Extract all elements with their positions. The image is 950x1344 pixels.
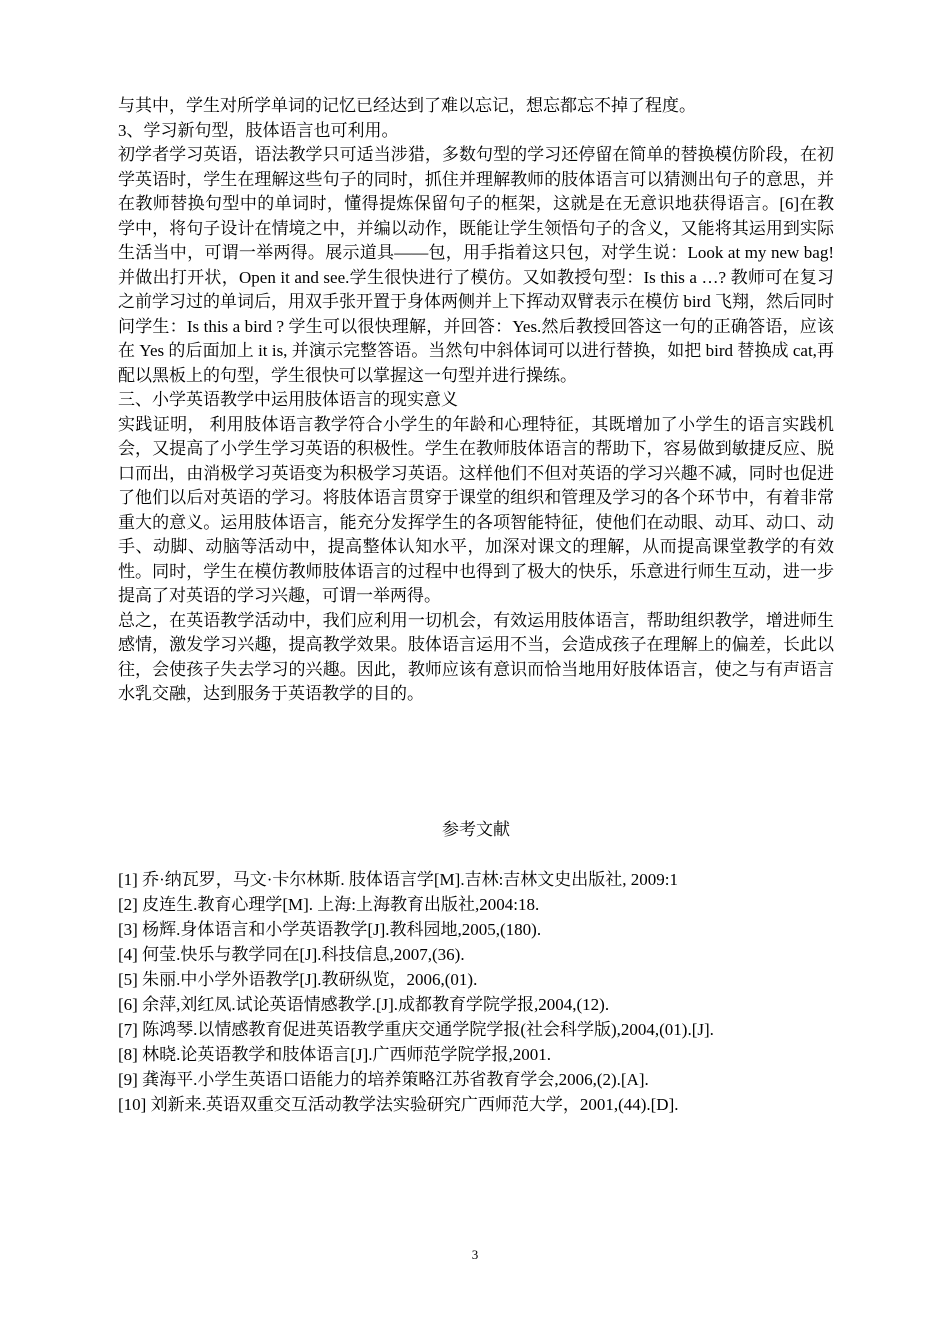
reference-item: [10] 刘新来.英语双重交互活动教学法实验研究广西师范大学，2001,(44).[D].	[118, 1095, 679, 1114]
section-heading-new-sentence-patterns: 3、学习新句型，肢体语言也可利用。	[118, 120, 399, 140]
paragraph-continuation: 与其中，学生对所学单词的记忆已经达到了难以忘记，想忘都忘不掉了程度。	[118, 96, 696, 115]
references-title: 参考文献	[442, 820, 510, 839]
references-list	[118, 867, 834, 1117]
page-number: 3	[471, 1247, 479, 1262]
body-text	[118, 94, 834, 707]
reference-item: [5] 朱丽.中小学外语教学[J].教研纵览，2006,(01).	[118, 970, 478, 989]
reference-item: [9] 龚海平.小学生英语口语能力的培养策略江苏省教育学会,2006,(2).[A].	[118, 1070, 649, 1089]
reference-item: [8] 林晓.论英语教学和肢体语言[J].广西师范学院学报,2001.	[118, 1045, 552, 1064]
reference-item: [4] 何莹.快乐与教学同在[J].科技信息,2007,(36).	[118, 945, 465, 964]
reference-item: [3] 杨辉.身体语言和小学英语教学[J].教科园地,2005,(180).	[118, 920, 542, 939]
paragraph-practice-proves: 实践证明， 利用肢体语言教学符合小学生的年龄和心理特征，其既增加了小学生的语言实践机会，又提高了小学生学习英语的积极性。学生在教师肢体语言的帮助下，容易做到敏捷反应、脱口而出，由消极学习英语变为积极学习英语。这样他们不但对英语的学习兴趣不减，同时也促进了他们以后对英语的学习。将肢体语言贯穿于课堂的组织和管理及学习的各个环节中，有着非常重大的意义。运用肢体语言，能充分发挥学生的各项智能特征，使他们在动眼、动耳、动口、动手、动脚、动脑等活动中，提高整体认知水平，加深对课文的理解，从而提高课堂教学的有效性。同时，学生在模仿教师肢体语言的过程中也得到了极大的快乐，乐意进行师生互动，进一步提高了对英语的学习兴趣，可谓一举两得。	[118, 414, 834, 605]
paragraph-sentence-patterns: 初学者学习英语，语法教学只可适当涉猎，多数句型的学习还停留在简单的替换模仿阶段，在初学英语时，学生在理解这些句子的同时，抓住并理解教师的肢体语言可以猜测出句子的意思，并在教师替换句型中的单词时，懂得提炼保留句子的框架，这就是在无意识地获得语言。[6]在教学中，将句子设计在情境之中，并编以动作，既能让学生领悟句子的含义，又能将其运用到实际生活当中，可谓一举两得。展示道具——包，用手指着这只包，对学生说：Look at my new bag!并做出打开状，Open it and see.学生很快进行了模仿。又如教授句型：Is this a …? 教师可在复习之前学习过的单词后，用双手张开置于身体两侧并上下挥动双臂表示在模仿 bird 飞翔，然后同时问学生：Is this a bird ? 学生可以很快理解，并回答：Yes.然后教授回答这一句的正确答语，应该在 Yes 的后面加上 it is, 并演示完整答语。当然句中斜体词可以进行替换，如把 bird 替换成 cat,再配以黑板上的句型，学生很快可以掌握这一句型并进行操练。	[118, 145, 834, 385]
reference-item: [6] 余萍,刘红凤.试论英语情感教学.[J].成都教育学院学报,2004,(12).	[118, 995, 610, 1014]
reference-item: [2] 皮连生.教育心理学[M]. 上海:上海教育出版社,2004:18.	[118, 895, 540, 914]
reference-item: [7] 陈鸿琴.以情感教育促进英语教学重庆交通学院学报(社会科学版),2004,(01).[J].	[118, 1020, 714, 1039]
paragraph-conclusion: 总之，在英语教学活动中，我们应利用一切机会，有效运用肢体语言，帮助组织教学，增进师生感情，激发学习兴趣，提高教学效果。肢体语言运用不当，会造成孩子在理解上的偏差，长此以往，会使孩子失去学习的兴趣。因此，教师应该有意识而恰当地用好肢体语言，使之与有声语言水乳交融，达到服务于英语教学的目的。	[118, 610, 834, 703]
reference-item: [1] 乔·纳瓦罗，马文·卡尔林斯. 肢体语言学[M].吉林:吉林文史出版社, 2009:1	[118, 870, 679, 889]
section-heading-practical-significance: 三、小学英语教学中运用肢体语言的现实意义	[118, 390, 458, 409]
